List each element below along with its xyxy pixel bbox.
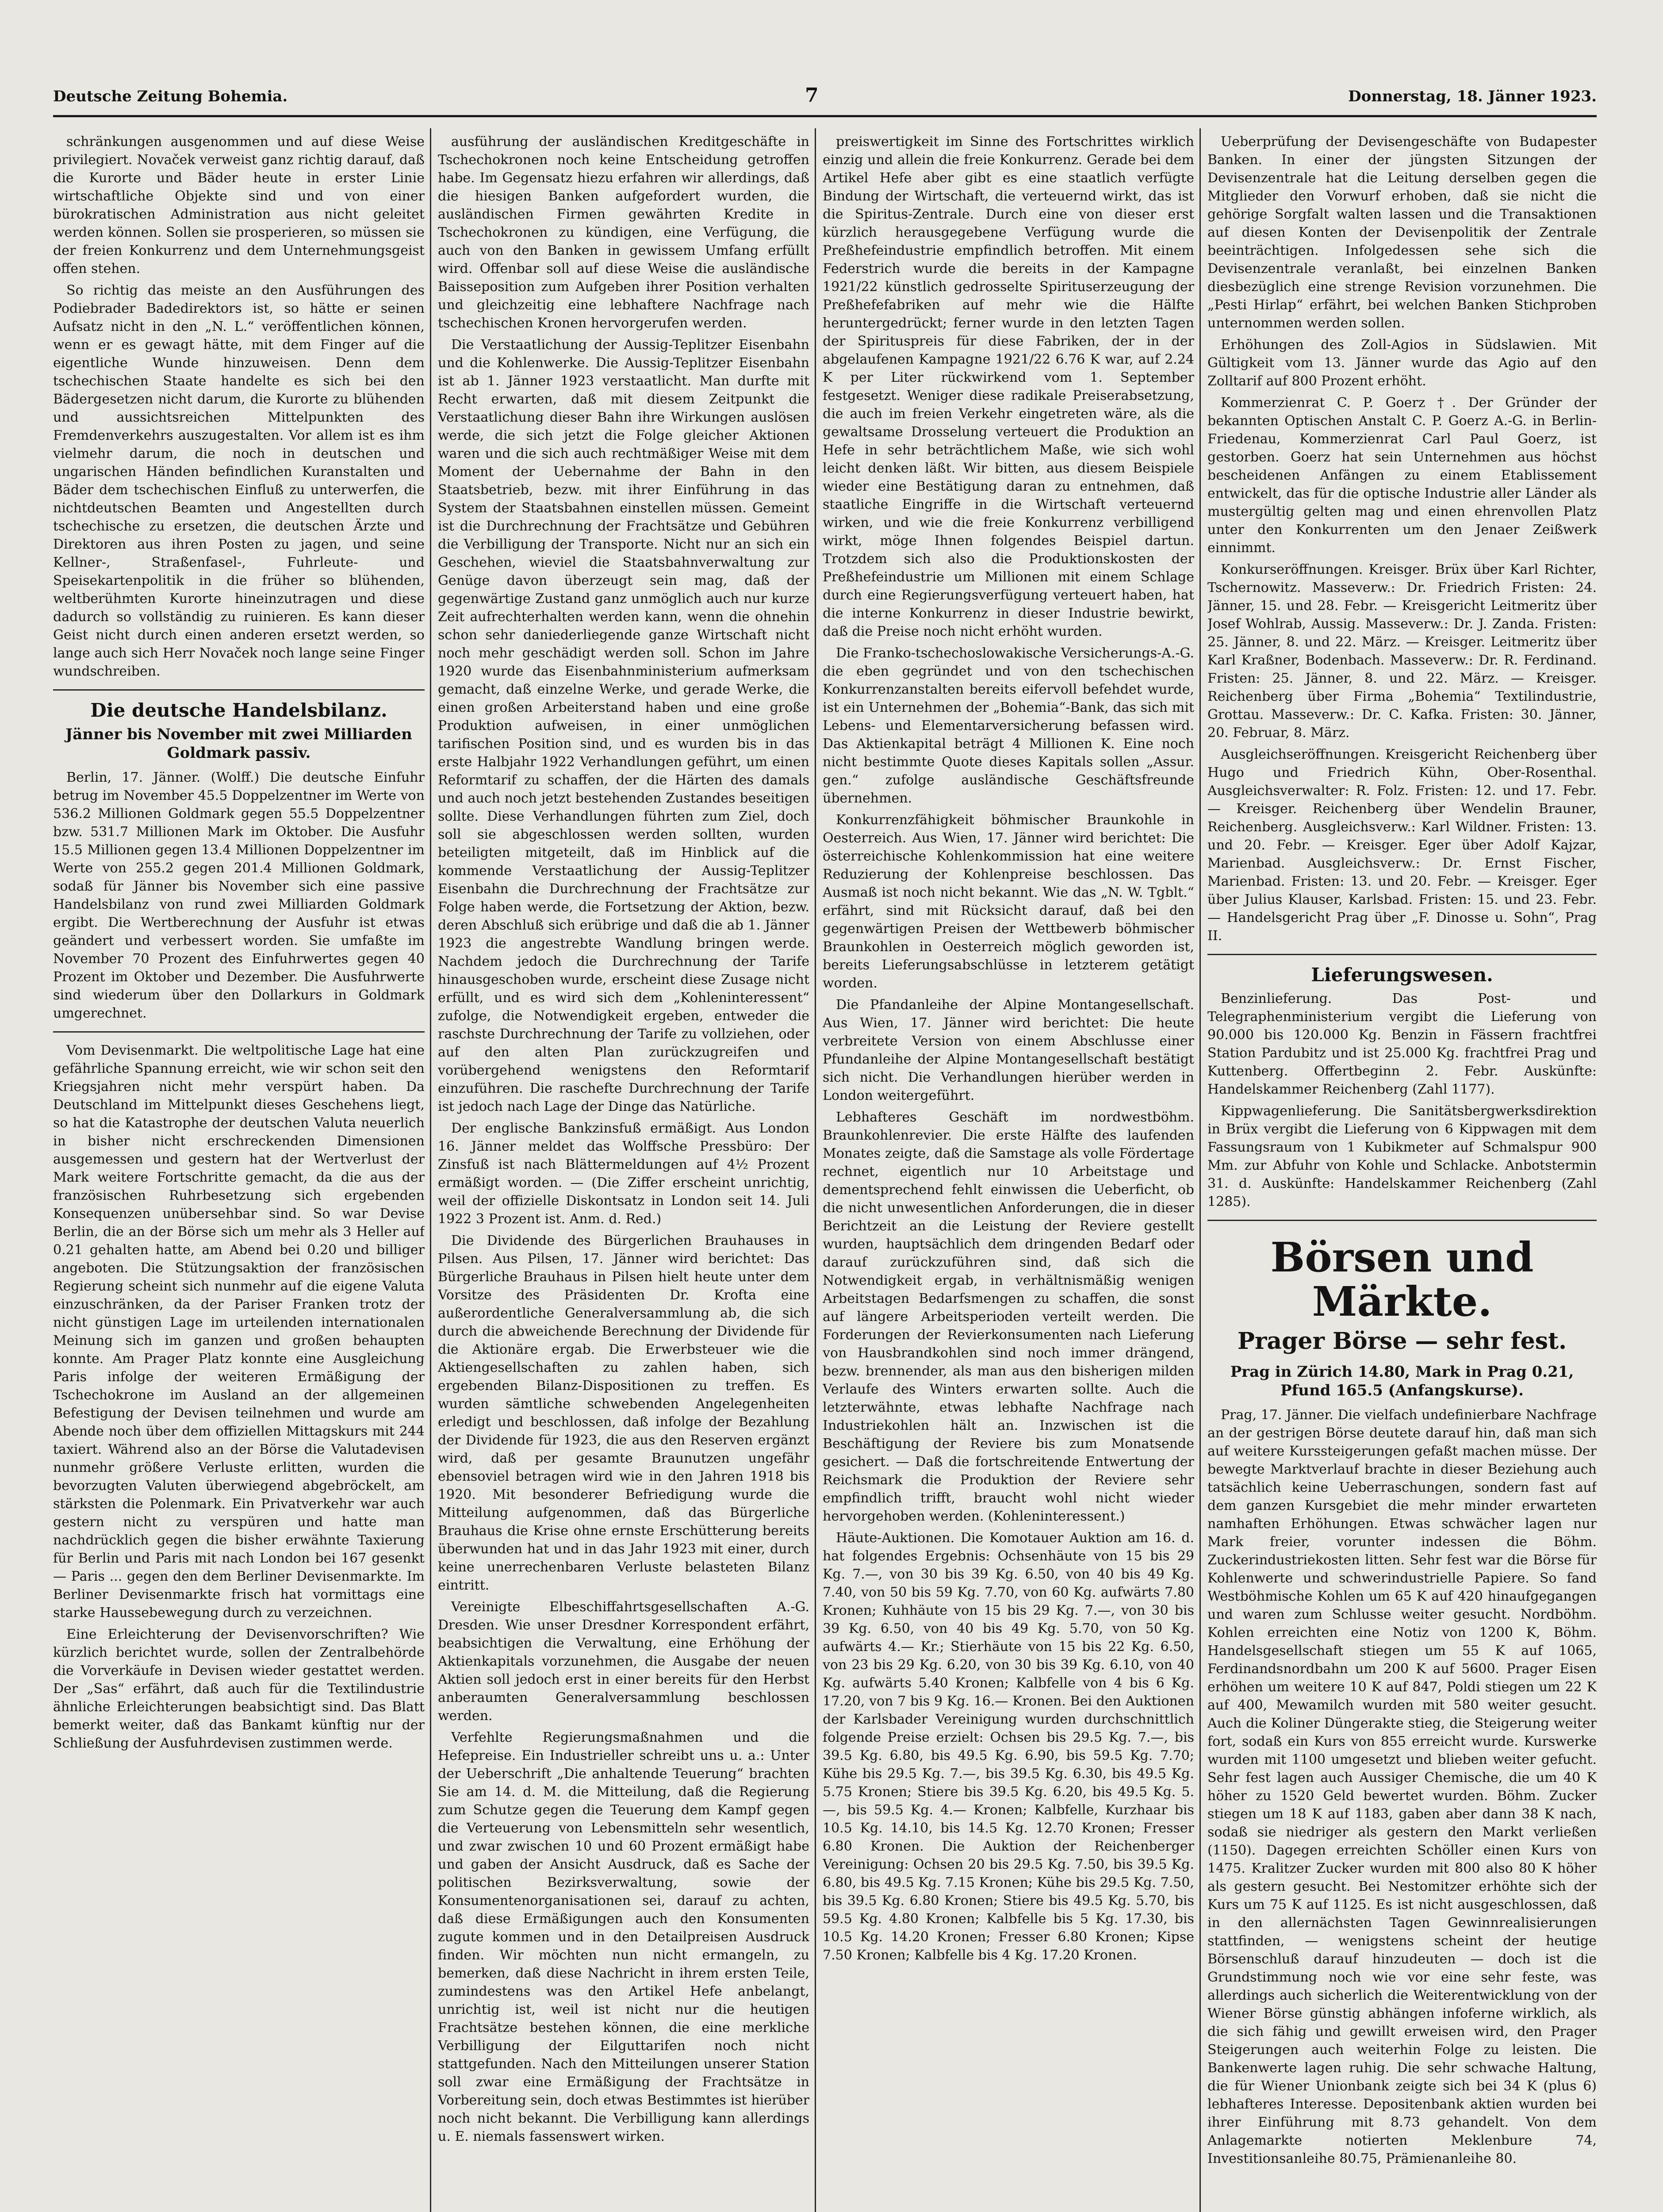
article-paragraph: Konkurrenzfähigkeit böhmischer Braunkohle in Oesterreich. Aus Wien, 17. Jänner wird berichtet: Die österreichische Kohlenkommission hat eine weitere Reduzierung der Kohlenpreise beschlossen. Das Ausmaß ist noch nicht bekannt. Wie das „N. W. Tgblt.“ erfährt, sind mit Rücksicht darauf, daß bei den gegenwärtigen Preisen der Wettbewerb böhmischer Braunkohlen in Oesterreich möglich geworden ist, bereits Lieferungsabschlüsse in letzterem getätigt worden. xyxy=(823,812,1194,991)
subheadline-trade-balance: Jänner bis November mit zwei Milliarden Goldmark passiv. xyxy=(65,726,412,762)
divider xyxy=(1207,1220,1597,1221)
article-paragraph: Konkurseröffnungen. Kreisger. Brüx über Karl Richter, Tschernowitz. Masseverw.: Dr. Friedrich Fristen: 24. Jänner, 15. und 28. Febr. — Kreisgericht Leitmeritz über Josef Wohlrab, Aussig. Masseverw.: Dr. J. Zanda. Fristen: 25. Jänner, 8. und 22. März. — Kreisger. Leitmeritz über Karl Kraßner, Bodenbach. Masseverw.: Dr. R. Ferdinand. Fristen: 25. Jänner, 8. und 22. März. — Kreisger. Reichenberg über Firma „Bohemia“ Textilindustrie, Grottau. Masseverw.: Dr. C. Kafka. Fristen: 30. Jänner, 20. Februar, 8. März. xyxy=(1207,562,1597,741)
article-paragraph: Die Verstaatlichung der Aussig-Teplitzer Eisenbahn und die Kohlenwerke. Die Aussig-Teplitzer Eisenbahn ist ab 1. Jänner 1923 verstaatlicht. Man durfte mit Recht erwarten, daß mit diesem Zeitpunkt die Verstaatlichung dieser Bahn ihre Wirkungen auslösen werde, die sich jetzt die Folge gleicher Aktionen waren und die sich auch rechtmäßiger Weise mit dem Moment der Uebernahme der Bahn in den Staatsbetrieb, bezw. mit ihrer Einführung in das System der Staatsbahnen einstellen müssen. Gemeint ist die Durchrechnung der Frachtsätze und Gebühren die Verbilligung der Transporte. Nicht nur an sich ein Geschehen, wieviel die Staatsbahnverwaltung zur Genüge davon überzeugt sein mag, daß der gegenwärtige Zustand ganz unmöglich auch nur kurze Zeit aufrechterhalten werden kann, wenn die ohnehin schon sehr daniederliegende ganze Wirtschaft nicht noch mehr geschädigt werden soll. Schon im Jahre 1920 wurde das Eisenbahnministerium aufmerksam gemacht, daß einzelne Werke, und gerade Werke, die einen großen Arbeiterstand haben und eine große Produktion aufweisen, in einer unmöglichen tarifischen Position sind, und es wurden bis in das erste Halbjahr 1922 Verhandlungen geführt, um einen Reformtarif zu schaffen, der die Härten des damals und auch noch jetzt bestehenden Zustandes beseitigen sollte. Diese Verhandlungen führten zum Ziel, doch soll sie abgeschlossen werden sollten, wurden beteiligten mitgeteilt, daß im Hinblick auf die kommende Verstaatlichung der Aussig-Teplitzer Eisenbahn die Durchrechnung der Frachtsätze zur Folge haben werde, die Fortsetzung der Aktion, bezw. deren Abschluß sich erübrige und daß die ab 1. Jänner 1923 die angestrebte Wandlung bringen werde. Nachdem jedoch die Durchrechnung der Tarife hinausgeschoben wurde, erscheint diese Zusage nicht erfüllt, und es wird sich dem „Kohleninteressent“ zufolge, die Notwendigkeit ergeben, entweder die raschste Durchrechnung der Tarife zu vollziehen, oder auf den alten Plan zurückzugreifen und vorübergehend wenigstens den Reformtarif einzuführen. Die raschefte Durchrechnung der Tarife ist jedoch nach Lage der Dinge das Natürliche. xyxy=(438,337,809,1114)
paper-name: Deutsche Zeitung Bohemia. xyxy=(53,88,288,105)
section-heading-boersen: Börsen und Märkte. xyxy=(1270,1233,1534,1325)
subheading-prager-boerse: Prager Börse — sehr fest. xyxy=(1237,1328,1567,1355)
page-number: 7 xyxy=(805,84,819,107)
masthead xyxy=(53,84,1597,117)
article-paragraph: Die Pfandanleihe der Alpine Montangesellschaft. Aus Wien, 17. Jänner wird berichtet: Die heute verbreitete Version von einem Abschlusse einer Pfundanleihe der Alpine Montangesellschaft bestätigt sich nicht. Die Verhandlungen hierüber werden in London weitergeführt. xyxy=(823,997,1194,1103)
article-paragraph: Die Dividende des Bürgerlichen Brauhauses in Pilsen. Aus Pilsen, 17. Jänner wird berichtet: Das Bürgerliche Brauhaus in Pilsen hielt heute unter dem Vorsitze des Präsidenten Dr. Krofta eine außerordentliche Generalversammlung ab, die sich durch die abweichende Berechnung der Dividende für die Aktionäre ergab. Die Erwerbsteuer wie die Aktiengesellschaften zu zahlen haben, sich ergebenden Bilanz-Dispositionen zu treffen. Es wurden sämtliche schwebenden Angelegenheiten erledigt und beschlossen, daß infolge der Bezahlung der Dividende für 1923, die aus den Reserven ergänzt wird, daß per gesamte Braunutzen ungefähr ebensoviel betragen wird wie in den Jahren 1918 bis 1920. Mit besonderer Befriedigung wurde die Mitteilung aufgenommen, daß das Bürgerliche Brauhaus die Krise ohne ernste Erschütterung bereits überwunden hat und in das Jahr 1923 mit einer, durch keine unerrechenbaren Verluste belasteten Bilanz eintritt. xyxy=(438,1233,809,1593)
column-4 xyxy=(1207,133,1597,2212)
column-rule xyxy=(1199,128,1201,2212)
divider xyxy=(53,1031,425,1033)
column-1 xyxy=(53,133,425,2212)
article-paragraph: Vereinigte Elbeschiffahrtsgesellschaften A.-G. Dresden. Wie unser Dresdner Korrespondent erfährt, beabsichtigen die Verwaltung, eine Erhöhung der Aktienkapitals vorzunehmen, die Ausgabe der neuen Aktien soll jedoch erst in einer bereits für den Herbst anberaumten Generalversammlung beschlossen werden. xyxy=(438,1599,809,1724)
article-paragraph: Eine Erleichterung der Devisenvorschriften? Wie kürzlich berichtet wurde, sollen der Zentralbehörde die Vorverkäufe in Devisen wieder gestattet werden. Der „Sas“ erfährt, daß auch für die Textilindustrie ähnliche Erleichterungen beabsichtigt sind. Das Blatt bemerkt weiter, daß das Bankamt künftig nur der Schließung der Ausfuhrdevisen zustimmen werde. xyxy=(53,1627,425,1751)
article-paragraph: Prag, 17. Jänner. Die vielfach undefinierbare Nachfrage an der gestrigen Börse deutete darauf hin, daß man sich auf weitere Kurssteigerungen gefaßt machen müsse. Der bewegte Marktverlauf brachte in dieser Beziehung auch tatsächlich keine Ueberraschungen, sondern fast auf dem ganzen Kursgebiet die mehr minder erwarteten namhaften Erhöhungen. Etwas schwächer lagen nur Mark freier, vorunter indessen die Böhm. Zuckerindustriekosten litten. Sehr fest war die Börse für Kohlenwerte und schwerindustrielle Papiere. So fand Westböhmische Kohlen um 65 K auf 420 hinaufgegangen und waren zum Schlusse weiter gesucht. Nordböhm. Kohlen erreichten eine Notiz von 1200 K, Böhm. Handelsgesellschaft stiegen um 55 K auf 1065, Ferdinandsnordbahn um 200 K auf 5600. Prager Eisen erhöhen um weitere 10 K auf 847, Poldi stiegen um 22 K auf 400, Mewamilch wurden mit 580 weiter gesucht. Auch die Koliner Düngerakte stieg, die Steigerung weiter fort, sodaß ein Kurs von 855 erreicht wurde. Kurswerke wurden mit 1100 umgesetzt und blieben weiter gefucht. Sehr fest lagen auch Aussiger Chemische, die um 40 K höher zu 1520 Geld bewertet wurden. Böhm. Zucker stiegen um 18 K auf 1183, gaben aber dann 38 K nach, sodaß sie niedriger als gestern den Markt verließen (1150). Dagegen erreichten Schöller einen Kurs von 1475. Kralitzer Zucker wurden mit 800 also 80 K höher als gestern gesucht. Bei Nestomitzer erhöhte sich der Kurs um 75 K auf 1125. Es ist nicht ausgeschlossen, daß in den allernächsten Tagen Gewinnrealisierungen stattfinden, — wenigstens scheint der heutige Börsenschluß darauf hinzudeuten — doch ist die Grundstimmung noch wie vor eine sehr feste, was allerdings auch sicherlich die Weiterentwicklung von der Wiener Börse günstig abhängen infoferne wirklich, als die sich fähig und gewillt erweisen wird, den Prager Steigerungen auch weiterhin Folge zu leisten. Die Bankenwerte lagen ruhig. Die sehr schwache Haltung, die für Wiener Unionbank zeigte sich bei 34 K (plus 6) lebhafteres Interesse. Depositenbank aktien wurden bei ihrer Einführung mit 8.73 gehandelt. Von dem Anlagemarkte notierten Meklenbure 74, Investitionsanleihe 80.75, Prämienanleihe 80. xyxy=(1207,1407,1597,2166)
article-paragraph: Ueberprüfung der Devisengeschäfte von Budapester Banken. In einer der jüngsten Sitzungen der Devisenzentrale hat die Leitung derselben gegen die Mitglieder den Vorwurf erhoben, daß sie nicht die gehörige Sorgfalt walten lassen und die Transaktionen auf diesen Konten der Devisenpolitik der Zentrale beeinträchtigen. Infolgedessen sehe sich die Devisenzentrale veranlaßt, bei einzelnen Banken diesbezüglich eine strenge Revision vorzunehmen. Die „Pesti Hirlap“ erfährt, bei welchen Banken Stichproben unternommen werden sollen. xyxy=(1207,134,1597,331)
article-paragraph: Erhöhungen des Zoll-Agios in Südslawien. Mit Gültigkeit vom 13. Jänner wurde das Agio auf den Zolltarif auf 800 Prozent erhöht. xyxy=(1207,337,1597,389)
article-paragraph: Berlin, 17. Jänner. (Wolff.) Die deutsche Einfuhr betrug im November 45.5 Doppelzentner im Werte von 536.2 Millionen Goldmark gegen 55.5 Doppelzentner bzw. 531.7 Millionen Mark im Oktober. Die Ausfuhr 15.5 Millionen gegen 13.4 Millionen Doppelzentner im Werte von 255.2 gegen 201.4 Millionen Goldmark, sodaß für Jänner bis November sich eine passive Handelsbilanz von rund zwei Milliarden Goldmark ergibt. Die Wertberechnung der Ausfuhr ist etwas geändert und verbessert worden. Sie umfaßte im November 70 Prozent des Einfuhrwertes gegen 40 Prozent im Oktober und Dezember. Die Ausfuhrwerte sind wiederum über den Dollarkurs in Goldmark umgerechnet. xyxy=(53,770,425,1021)
divider xyxy=(53,689,425,691)
article-paragraph: preiswertigkeit im Sinne des Fortschrittes wirklich einzig und allein die freie Konkurrenz. Gerade bei dem Artikel Hefe aber gibt es eine staatlich verfügte Bindung der Wirtschaft, die verteuernd wirkt, das ist die Spiritus-Zentrale. Durch eine von dieser erst kürzlich herausgegebene Verfügung wurde die Preßhefeindustrie empfindlich betroffen. Mit einem Federstrich wurde die bereits in der Kampagne 1921/22 künstlich gedrosselte Spirituserzeugung der Preßhefefabriken auf mehr wie die Hälfte heruntergedrückt; ferner wurde in den letzten Tagen der Spirituspreis für diese Fabriken, der in der abgelaufenen Kampagne 1921/22 6.76 K war, auf 2.24 K per Liter rückwirkend vom 1. September festgesetzt. Weniger diese radikale Preiserabsetzung, die auch im freien Verkehr eingetreten wäre, als die gewaltsame Drosselung verteuert die Produktion an Hefe in sehr beträchtlichem Maße, wie sich wohl leicht denken läßt. Wir bitten, aus diesem Beispiele wieder eine Bestätigung daran zu entnehmen, daß staatliche Eingriffe in die Wirtschaft verteuernd wirken, und wie die freie Konkurrenz verbilligend wirkt, möge Ihnen folgendes Beispiel dartun. Trotzdem sich also die Produktionskosten der Preßhefeindustrie um Millionen mit einem Schlage durch eine Regierungsverfügung verteuert haben, hat die interne Konkurrenz in dieser Industrie bewirkt, daß die Preise noch nicht erhöht wurden. xyxy=(823,134,1194,639)
article-paragraph: So richtig das meiste an den Ausführungen des Podiebrader Badedirektors ist, so hätte er seinen Aufsatz nicht in den „N. L.“ veröffentlichen können, wenn er es gewagt hätte, mit dem Finger auf die eigentliche Wunde hinzuweisen. Denn dem tschechischen Staate handelte es sich bei den Bädergesetzen nicht darum, die Kurorte zu blühenden und aussichtsreichen Mittelpunkten des Fremdenverkehrs auszugestalten. Vor allem ist es ihm vielmehr darum, die noch in deutschen und ungarischen Händen befindlichen Kuranstalten und Bäder dem tschechischen Einfluß zu unterwerfen, die nichtdeutschen Beamten und Angestellten durch tschechische zu ersetzen, die deutschen Ärzte und Direktoren aus ihren Posten zu jagen, und seine Kellner-, Straßenfasel-, Fuhrleute- und Speisekartenpolitik in die früher so blühenden, weltberühmten Kurorte hineinzutragen und diese dadurch so vollständig zu ruinieren. Es kann dieser Geist nicht durch einen anderen ersetzt werden, so lange auch sich Herr Novaček noch lange seine Finger wundschreiben. xyxy=(53,283,425,679)
article-paragraph: Der englische Bankzinsfuß ermäßigt. Aus London 16. Jänner meldet das Wolffsche Pressbüro: Der Zinsfuß ist nach Blättermeldungen auf 4½ Prozent ermäßigt worden. — (Die Ziffer erscheint unrichtig, weil der offizielle Diskontsatz in London seit 14. Juli 1922 3 Prozent ist. Anm. d. Red.) xyxy=(438,1121,809,1227)
article-paragraph: Benzinlieferung. Das Post- und Telegraphenministerium vergibt die Lieferung von 90.000 bis 120.000 Kg. Benzin in Fässern frachtfrei Station Pardubitz und ist 25.000 Kg. frachtfrei Prag und Kuttenberg. Offertbeginn 2. Febr. Auskünfte: Handelskammer Reichenberg (Zahl 1177). xyxy=(1207,991,1597,1097)
headline-trade-balance: Die deutsche Handelsbilanz. xyxy=(90,699,387,721)
column-3 xyxy=(823,133,1194,2212)
column-rule xyxy=(815,128,816,2212)
article-paragraph: Vom Devisenmarkt. Die weltpolitische Lage hat eine gefährliche Spannung erreicht, wie wir schon seit den Kriegsjahren nicht mehr verspürt haben. Da Deutschland im Mittelpunkt dieses Geschehens liegt, so hat die Katastrophe der deutschen Valuta neuerlich in bisher nicht erschreckenden Dimensionen ausgemessen und gestern hat der Wertverlust der Mark weitere Fortschritte gemacht, da die aus der französischen Ruhrbesetzung sich ergebenden Konsequenzen unübersehbar sind. So war Devise Berlin, die an der Börse sich um mehr als 3 Heller auf 0.21 gehalten hatte, am Abend bei 0.20 und billiger angeboten. Die Stützungsaktion der französischen Regierung scheint sich nunmehr auf die eigene Valuta einzuschränken, da der Pariser Franken trotz der nicht günstigen Lage im urteilenden internationalen Meinung sich im ganzen und großen behaupten konnte. Am Prager Platz konnte eine Ausgleichung Paris infolge der weiteren Ermäßigung der Tschechokrone im Ausland an der allgemeinen Befestigung der Devisen teilnehmen und wurde am Abende noch über dem offiziellen Mittagskurs mit 244 taxiert. Während also an der Börse die Valutadevisen nunmehr größere Verluste erlitten, wurden die bevorzugten Valuten überwiegend abgebröckelt, am stärksten die Polenmark. Ein Privatverkehr war auch gestern nicht zu verspüren und hatte man nachdrücklich gegen die bisher erwähnte Taxierung für Berlin und Paris mit nach London bei 167 gesenkt — Paris ... gegen den dem Berliner Devisenmarkte. Im Berliner Devisenmarkte frisch hat vormittags eine starke Haussebewegung durch zu verzeichnen. xyxy=(53,1043,425,1621)
divider xyxy=(1207,954,1597,955)
article-paragraph: ausführung der ausländischen Kreditgeschäfte in Tschechokronen noch keine Entscheidung getroffen habe. Im Gegensatz hiezu erfahren wir allerdings, daß die hiesigen Banken aufgefordert wurden, die ausländischen Firmen gewährten Kredite in Tschechokronen zu kündigen, eine Verfügung, die auch von den Banken in gewissem Umfang erfüllt wird. Offenbar soll auf diese Weise die ausländische Baisseposition zum Aufgeben ihrer Position verhalten und gleichzeitig eine lebhaftere Nachfrage nach tschechischen Kronen hervorgerufen werden. xyxy=(438,134,809,331)
article-paragraph: schränkungen ausgenommen und auf diese Weise privilegiert. Novaček verweist ganz richtig darauf, daß die Kurorte und Bäder heute in erster Linie wirtschaftliche Objekte sind und von einer bürokratischen Administration aus nicht geleitet werden können. Sollen sie prosperieren, so müssen sie der freien Konkurrenz und dem Unternehmungsgeist offen stehen. xyxy=(53,134,425,276)
article-paragraph: Verfehlte Regierungsmaßnahmen und die Hefepreise. Ein Industrieller schreibt uns u. a.: Unter der Ueberschrift „Die anhaltende Teuerung“ brachten Sie am 14. d. M. die Mitteilung, daß die Regierung zum Schutze gegen die Teuerung dem Kampf gegen die Verteuerung von Lebensmitteln sehr wesentlich, und zwar zwischen 10 und 60 Prozent ermäßigt habe und gaben der Ansicht Ausdruck, daß es Sache der politischen Bezirksverwaltung, sowie der Konsumentenorganisationen sei, darauf zu achten, daß diese Ermäßigungen auch den Konsumenten zugute kommen und in den Detailpreisen Ausdruck finden. Wir möchten nun nicht ermangeln, zu bemerken, daß diese Nachricht in ihrem ersten Teile, zumindestens was den Artikel Hefe anbelangt, unrichtig ist, weil ist nicht nur die heutigen Frachtsätze bestehen können, die eine merkliche Verbilligung der Eilguttarifen noch nicht stattgefunden. Nach den Mitteilungen unserer Station soll zwar eine Ermäßigung der Frachtsätze in Vorbereitung sein, doch etwas Bestimmtes ist hierüber noch nicht bekannt. Die Verbilligung kann allerdings u. E. niemals fassenswert wirken. xyxy=(438,1730,809,2144)
column-rule xyxy=(430,128,431,2212)
article-paragraph: Ausgleichseröffnungen. Kreisgericht Reichenberg über Hugo und Friedrich Kühn, Ober-Rosenthal. Ausgleichsverwalter: R. Folz. Fristen: 12. und 17. Febr. — Kreisger. Reichenberg über Wendelin Brauner, Reichenberg. Ausgleichsverw.: Karl Wildner. Fristen: 13. und 20. Febr. — Kreisger. Eger über Adolf Kajzar, Marienbad. Ausgleichsverw.: Dr. Ernst Fischer, Marienbad. Fristen: 13. und 20. Febr. — Kreisger. Eger über Julius Klauser, Karlsbad. Fristen: 15. und 23. Febr. — Handelsgericht Prag über „F. Dinosse u. Sohn“, Prag II. xyxy=(1207,747,1597,944)
article-paragraph: Kommerzienrat C. P. Goerz †. Der Gründer der bekannten Optischen Anstalt C. P. Goerz A.-G. in Berlin-Friedenau, Kommerzienrat Carl Paul Goerz, ist gestorben. Goerz hat sein Unternehmen aus höchst bescheidenen Anfängen zu einem Etablissement entwickelt, das für die optische Industrie aller Länder als mustergültig gelten mag und einen ehrenvollen Platz unter den Konkurrenten um den Jenaer Zeißwerk einnimmt. xyxy=(1207,395,1597,556)
section-heading-lieferungswesen: Lieferungswesen. xyxy=(1311,964,1493,986)
article-paragraph: Häute-Auktionen. Die Komotauer Auktion am 16. d. hat folgendes Ergebnis: Ochsenhäute von 15 bis 29 Kg. 7.—, von 30 bis 39 Kg. 6.50, von 40 bis 49 Kg. 7.40, von 50 bis 59 Kg. 7.70, von 60 Kg. aufwärts 7.80 Kronen; Kuhhäute von 15 bis 29 Kg. 7.—, von 30 bis 39 Kg. 6.50, von 40 bis 49 Kg. 5.70, von 50 Kg. aufwärts 4.— Kr.; Stierhäute von 15 bis 22 Kg. 6.50, von 23 bis 29 Kg. 6.20, von 30 bis 39 Kg. 6.10, von 40 Kg. aufwärts 5.40 Kronen; Kalbfelle von 4 bis 6 Kg. 17.20, von 7 bis 9 Kg. 16.— Kronen. Bei den Auktionen der Karlsbader Vereinigung wurden durchschnittlich folgende Preise erzielt: Ochsen bis 29.5 Kg. 7.—, bis 39.5 Kg. 6.80, bis 49.5 Kg. 6.90, bis 59.5 Kg. 7.70; Kühe bis 29.5 Kg. 7.—, bis 39.5 Kg. 6.30, bis 49.5 Kg. 5.75 Kronen; Stiere bis 39.5 Kg. 6.20, bis 49.5 Kg. 5.—, bis 59.5 Kg. 4.— Kronen; Kalbfelle, Kurzhaar bis 10.5 Kg. 14.10, bis 14.5 Kg. 12.70 Kronen; Fresser 6.80 Kronen. Die Auktion der Reichenberger Vereinigung: Ochsen 20 bis 29.5 Kg. 7.50, bis 39.5 Kg. 6.80, bis 49.5 Kg. 7.15 Kronen; Kühe bis 29.5 Kg. 7.50, bis 39.5 Kg. 6.80 Kronen; Stiere bis 49.5 Kg. 5.70, bis 59.5 Kg. 4.80 Kronen; Kalbfelle bis 5 Kg. 17.30, bis 10.5 Kg. 14.20 Kronen; Fresser 6.80 Kronen; Kipse 7.50 Kronen; Kalbfelle bis 4 Kg. 17.20 Kronen. xyxy=(823,1530,1194,1963)
article-paragraph: Die Franko-tschechoslowakische Versicherungs-A.-G. die eben gegründet und von den tschechischen Konkurrenzanstalten bereits eifervoll befehdet wurde, ist ein Unternehmen der „Bohemia“-Bank, das sich mit Lebens- und Elementarversicherung befassen wird. Das Aktienkapital beträgt 4 Millionen K. Eine noch nicht bestimmte Quote dieses Kapitals sollen „Assur. gen.“ zufolge ausländische Geschäftsfreunde übernehmen. xyxy=(823,645,1194,806)
article-paragraph: Lebhafteres Geschäft im nordwestböhm. Braunkohlenrevier. Die erste Hälfte des laufenden Monates zeigte, daß die Samstage als volle Fördertage rechnet, eigentlich nur 10 Arbeitstage und dementsprechend fehlt einwissen die Ueberficht, ob die nicht unwesentlichen Anforderungen, die in dieser Berichtzeit an die Leistung der Reviere gestellt wurden, hauptsächlich dem dringenden Bedarf oder darauf zurückzuführen sind, daß sich die Notwendigkeit ergab, in verhältnismäßig wenigen Arbeitstagen Bedarfsmengen zu schaffen, die sonst auf längere Arbeitsperioden verteilt werden. Die Forderungen der Revierkonsumenten nach Lieferung von Hausbrandkohlen sind noch immer drängend, bezw. brennender, als man aus den bisherigen milden Verlaufe des Winters erwarten sollte. Auch die letzterwähnte, etwas lebhafte Nachfrage nach Industriekohlen hält an. Inzwischen ist die Beschäftigung der Reviere bis zum Monatsende gesichert. — Daß die fortschreitende Entwertung der Reichsmark die Produktion der Reviere sehr empfindlich trifft, braucht wohl nicht wieder hervorgehoben werden. (Kohleninteressent.) xyxy=(823,1110,1194,1524)
article-paragraph: Kippwagenlieferung. Die Sanitätsbergwerksdirektion in Brüx vergibt die Lieferung von 6 Kippwagen mit dem Fassungsraum von 1 Kubikmeter auf Schmalspur 900 Mm. zur Abfuhr von Kohle und Schlacke. Anbotstermin 31. d. Auskünfte: Handelskammer Reichenberg (Zahl 1285). xyxy=(1207,1103,1597,1210)
issue-date: Donnerstag, 18. Jänner 1923. xyxy=(1348,88,1597,105)
exchange-rates: Prag in Zürich 14.80, Mark in Prag 0.21, Pfund 165.5 (Anfangskurse). xyxy=(1230,1363,1574,1399)
column-2 xyxy=(438,133,809,2212)
